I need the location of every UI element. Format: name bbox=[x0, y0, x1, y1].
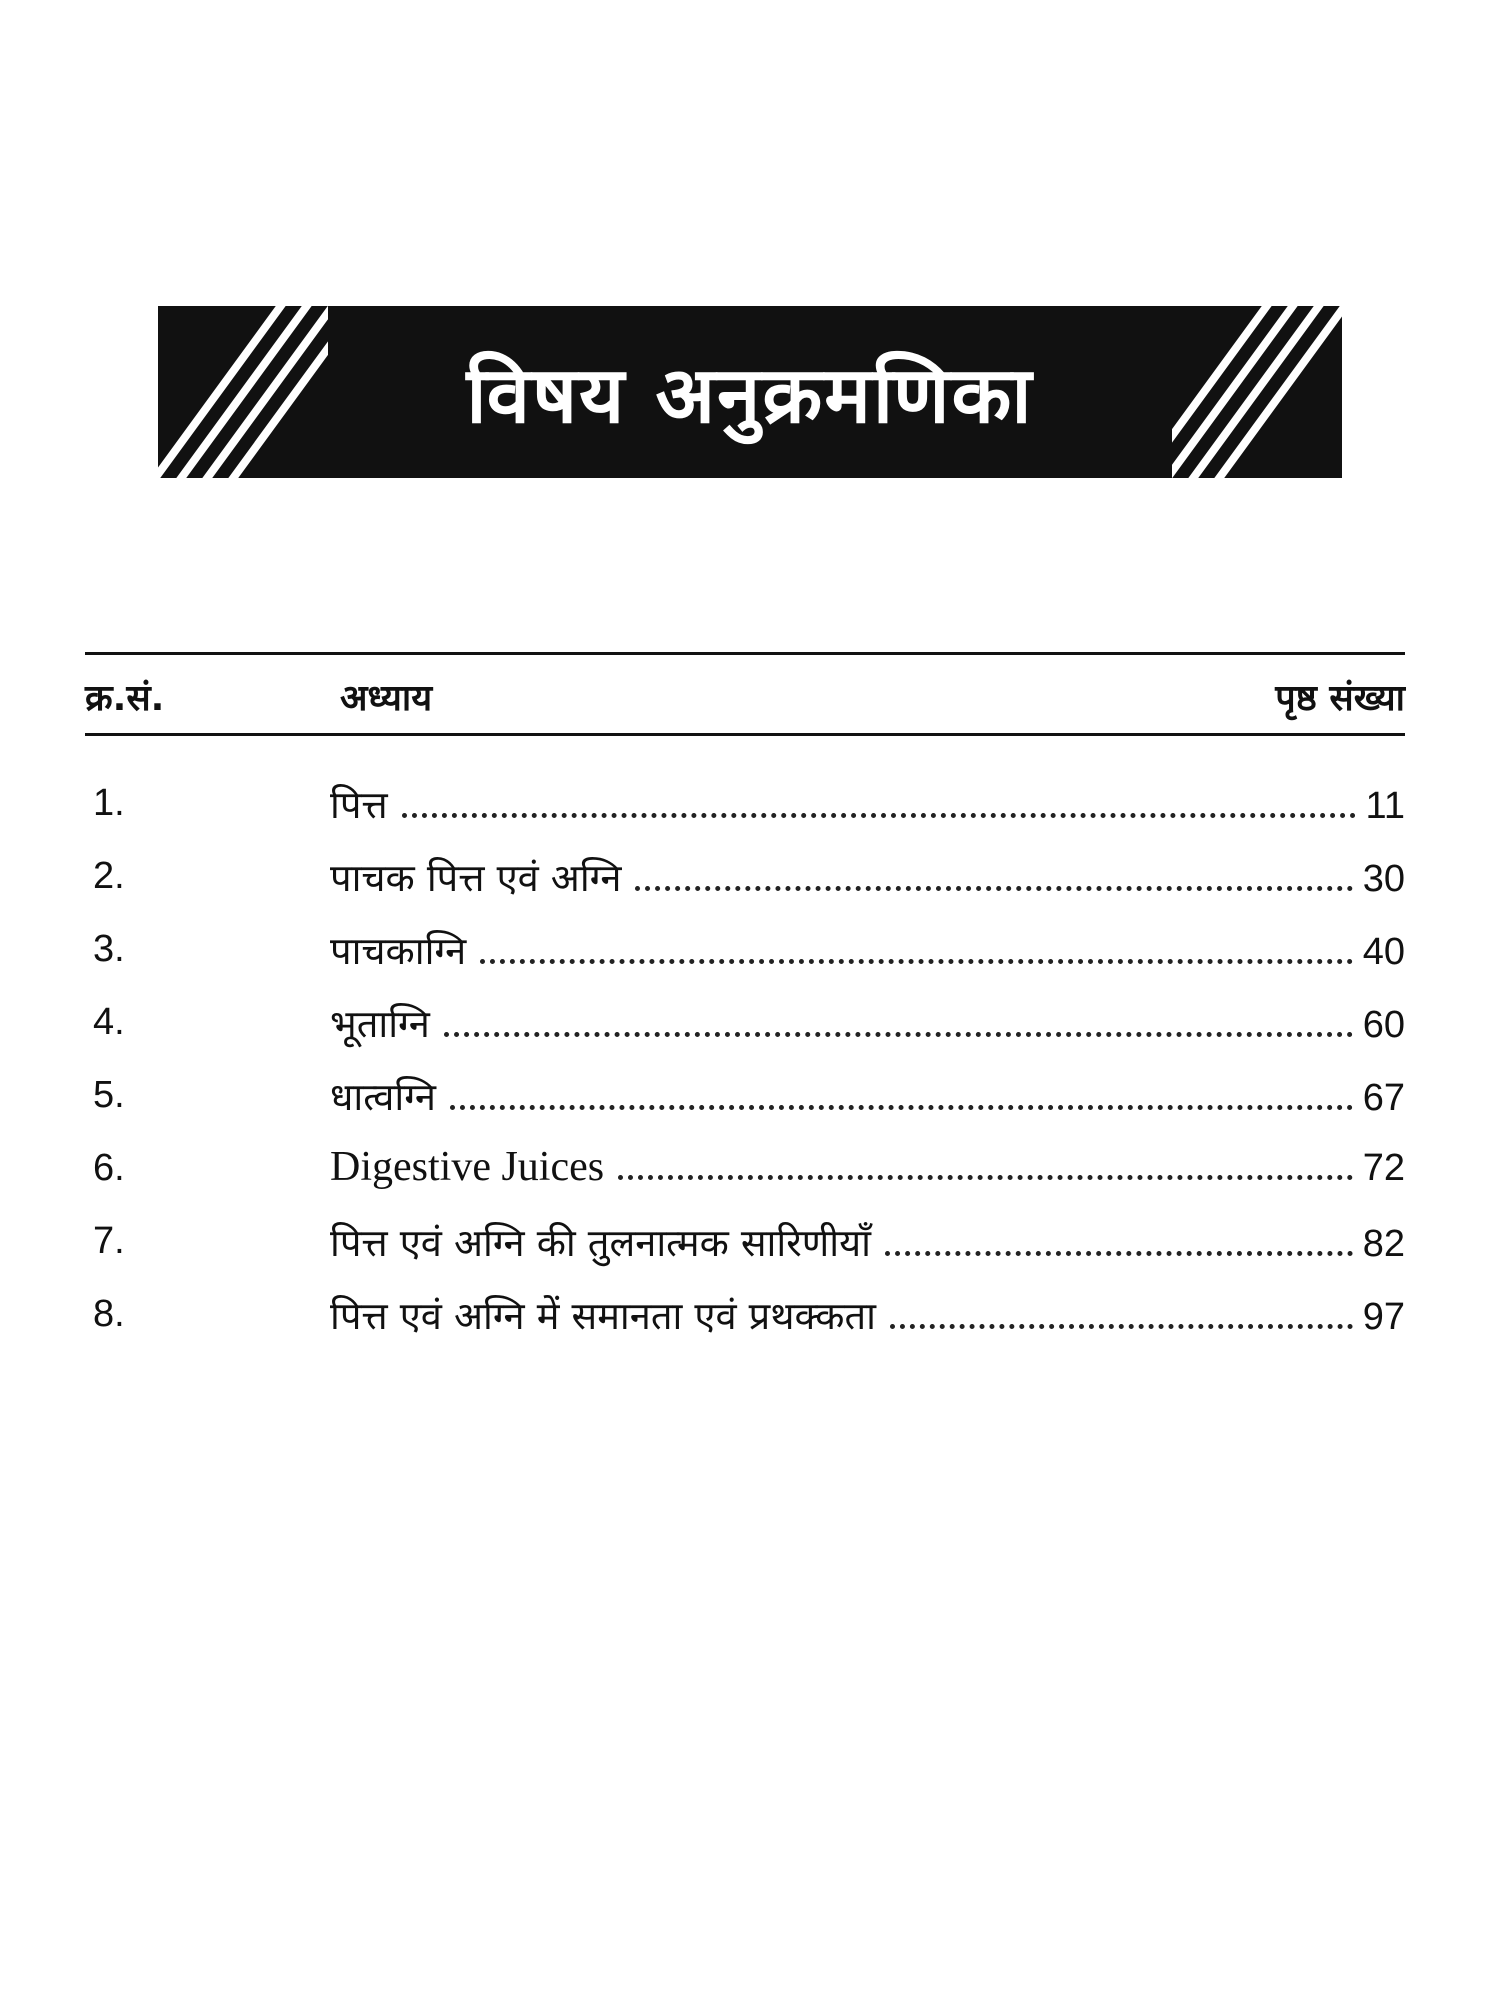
toc-page-number: 11 bbox=[1365, 785, 1405, 827]
toc-row[interactable] bbox=[85, 843, 1405, 916]
toc-row[interactable] bbox=[85, 770, 1405, 843]
toc-entry bbox=[330, 778, 1405, 830]
table-header-rule bbox=[85, 733, 1405, 736]
toc-page-number: 40 bbox=[1362, 931, 1405, 973]
toc-row[interactable] bbox=[85, 1135, 1405, 1208]
toc-chapter-title: पित्त एवं अग्नि की तुलनात्मक सारिणीयाँ bbox=[330, 1221, 871, 1265]
toc-row-number: 7. bbox=[93, 1220, 125, 1262]
toc-entry bbox=[330, 924, 1405, 976]
dot-leader bbox=[618, 1175, 1353, 1180]
table-top-rule bbox=[85, 652, 1405, 655]
toc-entry bbox=[330, 851, 1405, 903]
toc-chapter-title: पाचक पित्त एवं अग्नि bbox=[330, 856, 622, 900]
dot-leader bbox=[885, 1251, 1353, 1256]
toc-page-number: 67 bbox=[1362, 1077, 1405, 1119]
toc-entry bbox=[330, 1143, 1405, 1191]
toc-row-number: 5. bbox=[93, 1074, 125, 1116]
toc-row-number: 6. bbox=[93, 1147, 125, 1189]
toc-row[interactable] bbox=[85, 1062, 1405, 1135]
toc-row-number: 3. bbox=[93, 928, 125, 970]
toc-entry bbox=[330, 997, 1405, 1049]
toc-row[interactable] bbox=[85, 1281, 1405, 1354]
toc-chapter-title: पाचकाग्नि bbox=[330, 929, 467, 973]
toc-page-number: 60 bbox=[1362, 1004, 1405, 1046]
toc-page-number: 82 bbox=[1362, 1223, 1405, 1265]
toc-row-number: 1. bbox=[93, 782, 125, 824]
toc-chapter-title: पित्त एवं अग्नि में समानता एवं प्रथक्कता bbox=[330, 1294, 876, 1338]
toc-entry bbox=[330, 1070, 1405, 1122]
toc-page-number: 97 bbox=[1362, 1296, 1405, 1338]
table-of-contents bbox=[85, 770, 1405, 1354]
dot-leader bbox=[890, 1324, 1353, 1329]
header-serial-number: क्र.सं. bbox=[85, 678, 165, 719]
toc-entry bbox=[330, 1216, 1405, 1268]
page-title: विषय अनुक्रमणिका bbox=[466, 351, 1034, 441]
dot-leader bbox=[635, 886, 1352, 891]
toc-chapter-title: धात्वग्नि bbox=[330, 1075, 437, 1119]
toc-row-number: 8. bbox=[93, 1293, 125, 1335]
toc-chapter-title: पित्त bbox=[330, 783, 388, 827]
table-header-row bbox=[85, 664, 1405, 726]
toc-entry bbox=[330, 1289, 1405, 1341]
toc-row[interactable] bbox=[85, 1208, 1405, 1281]
toc-page-number: 72 bbox=[1362, 1147, 1405, 1189]
diagonal-stripes-right-decoration bbox=[1172, 306, 1342, 478]
header-page-number: पृष्ठ संख्या bbox=[1275, 678, 1405, 719]
toc-row[interactable] bbox=[85, 989, 1405, 1062]
title-banner bbox=[158, 306, 1342, 478]
dot-leader bbox=[480, 959, 1353, 964]
dot-leader bbox=[450, 1105, 1353, 1110]
dot-leader bbox=[402, 813, 1356, 818]
dot-leader bbox=[444, 1032, 1353, 1037]
toc-chapter-title: Digestive Juices bbox=[330, 1144, 605, 1190]
toc-row-number: 4. bbox=[93, 1001, 125, 1043]
toc-chapter-title: भूताग्नि bbox=[330, 1002, 430, 1046]
toc-row-number: 2. bbox=[93, 855, 125, 897]
toc-row[interactable] bbox=[85, 916, 1405, 989]
header-chapter: अध्याय bbox=[340, 678, 433, 719]
toc-page-number: 30 bbox=[1362, 858, 1405, 900]
